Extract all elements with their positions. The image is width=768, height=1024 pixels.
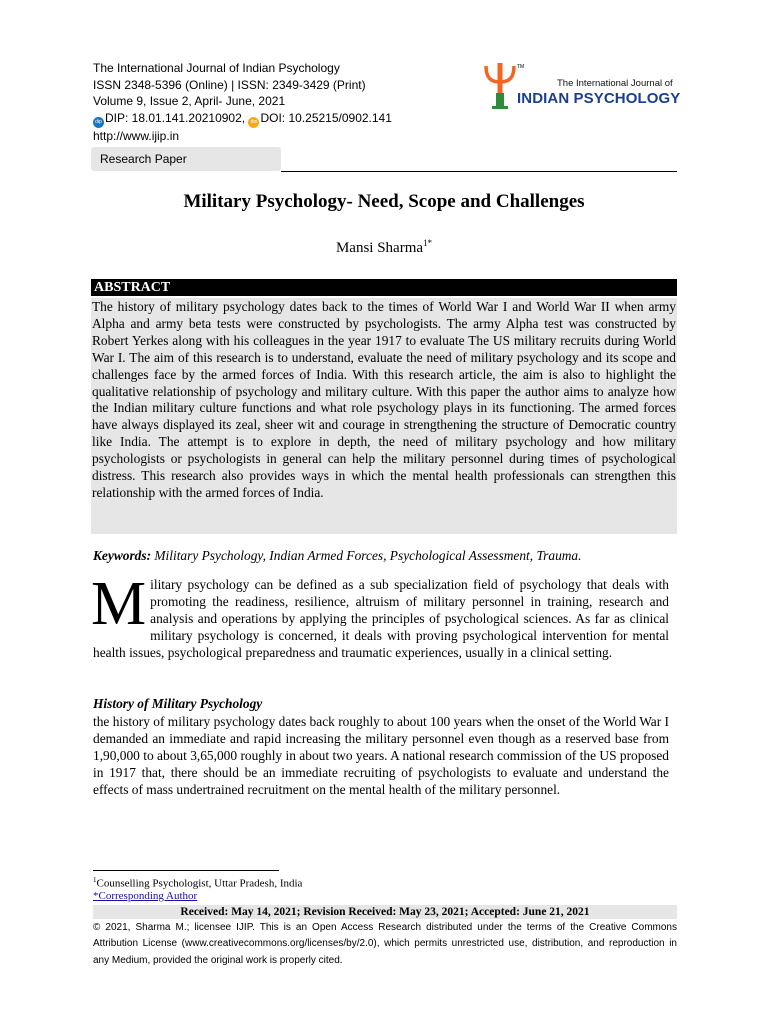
footnote-divider <box>93 870 279 871</box>
psi-emblem-icon <box>483 62 517 110</box>
drop-cap: M <box>91 570 147 638</box>
doi-icon: doi <box>248 117 259 128</box>
logo-big-text: INDIAN PSYCHOLOGY <box>517 90 681 107</box>
abstract-heading: ABSTRACT <box>91 279 677 296</box>
paper-title: Military Psychology- Need, Scope and Challenges <box>183 191 585 212</box>
corresponding-author-text: Corresponding Author <box>98 890 198 902</box>
copyright-notice: © 2021, Sharma M.; licensee IJIP. This is an Open Access Research distributed under the terms of the Creative Commons Attribution License (www.creativecommons.org/licenses/by/2.0), which permits unrestricted use, distribution, and reproduction in any Medium, provided the original work is properly cited. <box>93 922 677 966</box>
keywords-line <box>93 548 581 564</box>
header-divider <box>281 171 677 172</box>
footnote-corresponding <box>93 890 197 902</box>
footnote-marker-star: * <box>93 890 99 902</box>
section-heading-history: History of Military Psychology <box>93 696 263 711</box>
doi-link[interactable]: DOI: 10.25215/0902.141 <box>260 110 392 125</box>
keywords-label: Keywords: <box>93 548 152 563</box>
keywords-text: Military Psychology, Indian Armed Forces, Psychological Assessment, Trauma. <box>154 548 582 563</box>
journal-header <box>93 60 392 144</box>
history-paragraph: the history of military psychology dates back roughly to about 100 years when the onset of the World War I demanded an immediate and rapid increasing the military personnel even though as a reserved base from 1,90,000 to about 3,65,000 roughly in about two years. A national research commission of the US proposed in 1917 that, there should be an immediate recruiting of psychologists to evaluate and understand the effects of mass undertrained recruitment on the mental health of the military personnel. <box>93 714 669 798</box>
footnote-affiliation <box>93 876 302 890</box>
author-line <box>0 238 768 257</box>
dip-doi-line <box>93 110 392 128</box>
trademark-mark: TM <box>517 64 525 70</box>
dip-icon: dip <box>93 117 104 128</box>
intro-paragraph <box>91 570 669 661</box>
volume-line: Volume 9, Issue 2, April- June, 2021 <box>93 94 286 109</box>
journal-name: The International Journal of Indian Psychology <box>93 61 340 75</box>
author-name: Mansi Sharma <box>335 240 424 256</box>
journal-url[interactable]: http://www.ijip.in <box>93 128 180 143</box>
author-marker: 1* <box>423 238 433 248</box>
intro-text: ilitary psychology can be defined as a sub specialization field of psychology that deals with promoting the readiness, resilience, altruism of military personnel in training, research and analysis and operations by applying the principles of psychological sciences. As far as clinical military psychology is concerned, it deals with proving psychological intervention for mental health issues, psychological preparedness and traumatic experiences, usually in a clinical setting. <box>93 577 669 661</box>
received-dates: Received: May 14, 2021; Revision Received: May 23, 2021; Accepted: June 21, 2021 <box>93 905 677 919</box>
footnote-marker-1: 1 <box>93 876 97 884</box>
research-paper-tag: Research Paper <box>91 147 281 171</box>
corresponding-author-link[interactable] <box>93 890 197 902</box>
dip-link[interactable]: DIP: 18.01.141.20210902, <box>105 110 246 125</box>
footnote-affiliation-text: Counselling Psychologist, Uttar Pradesh, India <box>96 877 303 890</box>
abstract-body: The history of military psychology dates back to the times of World War I and World War II when army Alpha and army beta tests were constructed by psychologists. The army Alpha test was constructed by Robert Yerkes along with his colleagues in the year 1917 to evaluate The US military recruits during World War I. The aim of this research is to understand, evaluate the need of military psychology and its scope and challenges face by the armed forces of India. With this research article, the aim is also to highlight the qualitative relationship of psychology and military culture. With this paper the author aims to analyze how the Indian military culture functions and what role psychology plays in its functioning. The armed forces have always displayed its zeal, sheer wit and courage in strengthening the structure of Democratic country like India. The attempt is to explore in depth, the need of military psychology and how military psychologists or psychologists in general can help the military personnel during times of psychological distress. This research also provides ways in which the mental health professionals can strengthen this relationship with the armed forces of India. <box>91 298 677 534</box>
logo-small-text: The International Journal of <box>557 78 673 89</box>
journal-logo <box>483 62 683 110</box>
issn-line: ISSN 2348-5396 (Online) | ISSN: 2349-3429 (Print) <box>93 77 366 92</box>
